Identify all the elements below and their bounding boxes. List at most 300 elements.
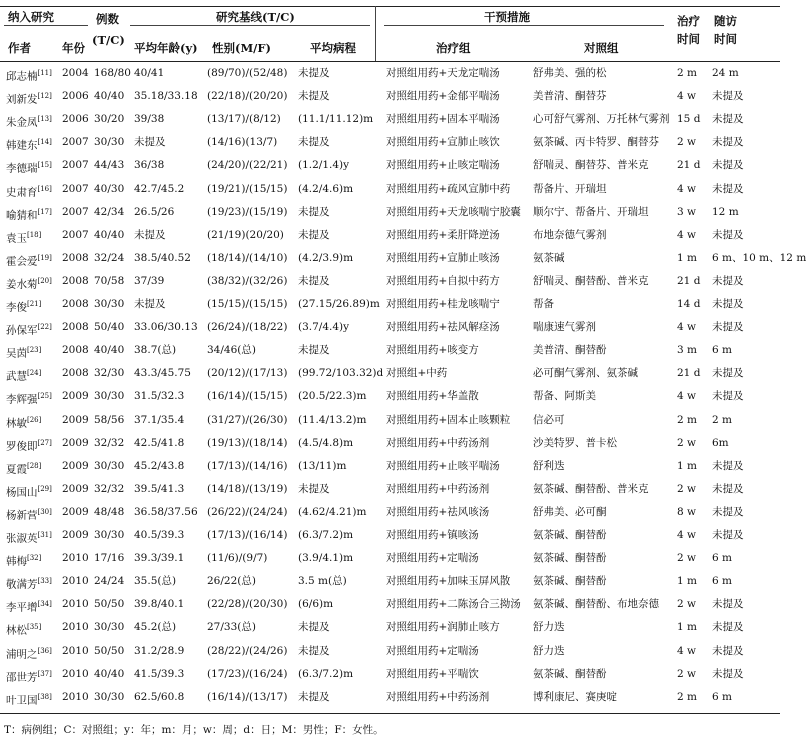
- header-included-studies: 纳入研究: [8, 10, 54, 24]
- cell-time: 1 m: [677, 621, 697, 634]
- reference-number: [38]: [37, 692, 52, 701]
- reference-number: [34]: [37, 600, 52, 609]
- header-control-group: 对照组: [584, 41, 619, 55]
- reference-number: [32]: [27, 554, 42, 563]
- cell-cases: 30/30: [94, 529, 125, 541]
- included-studies-underline: [4, 25, 88, 26]
- cell-cases: 58/56: [94, 413, 125, 426]
- cell-cases: 40/40: [94, 90, 125, 103]
- cell-course: 3.5 m(总): [298, 575, 347, 588]
- cell-control: 舒利迭: [533, 459, 565, 472]
- cell-author: [6, 597, 52, 615]
- cell-cases: 50/40: [94, 321, 125, 334]
- cell-age: 33.06/30.13: [134, 321, 198, 334]
- cell-age: 39.8/40.1: [134, 598, 185, 611]
- cell-year: 2009: [62, 505, 89, 518]
- cell-author: [6, 620, 41, 638]
- cell-sex: (19/13)/(18/14): [207, 436, 288, 449]
- reference-number: [20]: [37, 276, 52, 285]
- cell-year: 2010: [62, 621, 89, 634]
- cell-control: 氨茶碱、丙卡特罗、酮替芬: [533, 136, 659, 149]
- cell-author: [6, 436, 52, 454]
- cell-author: [6, 551, 41, 569]
- cell-year: 2007: [62, 182, 89, 195]
- cell-followup: 未提及: [712, 136, 744, 149]
- cell-sex: (89/70)/(52/48): [207, 67, 288, 79]
- cell-control: 沙美特罗、普卡松: [533, 436, 617, 449]
- cell-treat: 对照组用药+宣肺止咳汤: [386, 251, 500, 264]
- cell-cases: 168/80: [94, 67, 131, 79]
- cell-control: 布地奈德气雾剂: [533, 228, 607, 241]
- cell-followup: 6 m: [712, 344, 732, 357]
- cell-sex: (22/18)/(20/20): [207, 90, 288, 103]
- cell-age: 38.5/40.52: [134, 251, 191, 264]
- cell-time: 14 d: [677, 298, 701, 310]
- cell-age: 未提及: [134, 136, 166, 149]
- cell-course: (3.9/4.1)m: [298, 552, 354, 565]
- cell-treat: 对照组用药+柔肝降逆汤: [386, 228, 500, 241]
- cell-control: 博利康尼、赛庚啶: [533, 690, 617, 703]
- cell-cases: 24/24: [94, 575, 125, 588]
- cell-cases: 32/32: [94, 482, 125, 495]
- cell-time: 3 w: [677, 205, 697, 218]
- cell-sex: (38/32)/(32/26): [207, 274, 288, 287]
- cell-year: 2010: [62, 552, 89, 565]
- cell-cases: 30/30: [94, 390, 125, 403]
- reference-number: [15]: [37, 161, 52, 170]
- cell-author: [6, 505, 52, 523]
- author-name: 史肃育: [6, 186, 38, 198]
- cell-year: 2006: [62, 113, 89, 126]
- cell-course: 未提及: [298, 228, 330, 241]
- cell-age: 35.18/33.18: [134, 90, 198, 103]
- cell-author: [6, 389, 52, 407]
- cell-control: 氨茶碱、酮替酚: [533, 667, 607, 680]
- cell-cases: 32/32: [94, 436, 125, 449]
- cell-author: [6, 228, 41, 246]
- cell-treat: 对照组用药+固本平喘汤: [386, 113, 500, 126]
- reference-number: [12]: [37, 92, 52, 101]
- table-bottom-rule: [0, 713, 780, 714]
- cell-age: 36.58/37.56: [134, 505, 198, 518]
- reference-number: [13]: [37, 115, 52, 124]
- cell-time: 2 w: [677, 552, 697, 565]
- reference-number: [21]: [27, 300, 42, 308]
- cell-treat: 对照组用药+自拟中药方: [386, 274, 500, 287]
- cell-control: 舒弗美、必可酮: [533, 505, 607, 518]
- cell-followup: 未提及: [712, 228, 744, 241]
- cell-sex: (22/28)/(20/30): [207, 598, 288, 611]
- cell-followup: 6 m、10 m、12 m: [712, 251, 806, 264]
- cell-course: 未提及: [298, 482, 330, 495]
- cell-followup: 未提及: [712, 482, 744, 495]
- cell-course: 未提及: [298, 621, 330, 634]
- cell-course: (6/6)m: [298, 598, 334, 611]
- cell-treat: 对照组用药+中药汤剂: [386, 436, 490, 449]
- cell-year: 2010: [62, 575, 89, 588]
- reference-number: [11]: [37, 69, 52, 77]
- cell-course: 未提及: [298, 690, 330, 703]
- cell-treat: 对照组用药+止咳平喘汤: [386, 459, 500, 472]
- cell-sex: (17/13)/(16/14): [207, 529, 288, 541]
- reference-number: [36]: [37, 646, 52, 655]
- author-name: 杨新营: [6, 509, 38, 522]
- cell-followup: 未提及: [712, 274, 744, 287]
- cell-time: 4 w: [677, 90, 697, 103]
- cell-course: 未提及: [298, 136, 330, 149]
- cell-year: 2010: [62, 598, 89, 611]
- cell-year: 2010: [62, 667, 89, 680]
- reference-number: [25]: [37, 392, 52, 401]
- cell-time: 4 w: [677, 182, 697, 195]
- cell-year: 2009: [62, 529, 89, 541]
- cell-control: 舒力迭: [533, 644, 565, 657]
- cell-time: 21 d: [677, 274, 701, 287]
- cell-age: 45.2/43.8: [134, 459, 185, 472]
- cell-sex: (19/23)/(15/19): [207, 205, 288, 218]
- cell-time: 1 m: [677, 459, 697, 472]
- cell-year: 2009: [62, 413, 89, 426]
- reference-number: [33]: [37, 577, 52, 586]
- header-baseline: 研究基线(T/C): [216, 10, 295, 24]
- cell-author: [6, 644, 52, 662]
- cell-course: (11.4/13.2)m: [298, 413, 367, 426]
- cell-course: (4.2/3.9)m: [298, 251, 354, 264]
- cell-treat: 对照组用药+定喘汤: [386, 552, 479, 565]
- cell-year: 2010: [62, 690, 89, 703]
- reference-number: [27]: [37, 438, 52, 447]
- cell-age: 未提及: [134, 228, 166, 241]
- cell-treat: 对照组用药+桂龙咳喘宁: [386, 298, 500, 310]
- cell-sex: (16/14)/(15/15): [207, 390, 288, 403]
- table-footnote: T：病例组；C：对照组；y：年；m：月；w：周；d：日；M：男性；F：女性。: [4, 724, 384, 736]
- cell-author: [6, 158, 52, 176]
- cell-treat: 对照组用药+天龙定喘汤: [386, 67, 500, 79]
- cell-course: (6.3/7.2)m: [298, 529, 354, 541]
- reference-number: [14]: [37, 138, 52, 147]
- cell-age: 39/38: [134, 113, 165, 126]
- cell-course: 未提及: [298, 344, 330, 357]
- cell-control: 氨茶碱: [533, 251, 565, 264]
- cell-year: 2006: [62, 90, 89, 103]
- cell-author: [6, 413, 41, 431]
- cell-followup: 6 m: [712, 690, 732, 703]
- cell-followup: 未提及: [712, 298, 744, 310]
- cell-course: (4.62/4.21)m: [298, 505, 367, 518]
- cell-time: 2 w: [677, 136, 697, 149]
- cell-followup: 未提及: [712, 667, 744, 680]
- cell-age: 43.3/45.75: [134, 367, 191, 380]
- cell-time: 2 w: [677, 667, 697, 680]
- cell-course: (6.3/7.2)m: [298, 667, 354, 680]
- cell-followup: 未提及: [712, 90, 744, 103]
- cell-age: 39.5/41.3: [134, 482, 185, 495]
- cell-time: 8 w: [677, 505, 697, 518]
- cell-age: 31.2/28.9: [134, 644, 185, 657]
- cell-course: (1.2/1.4)y: [298, 159, 350, 172]
- cell-author: [6, 112, 52, 130]
- author-name: 敬满芳: [6, 578, 38, 591]
- cell-age: 42.7/45.2: [134, 182, 185, 195]
- cell-control: 氨茶碱、酮替酚、普米克: [533, 482, 649, 495]
- cell-course: 未提及: [298, 90, 330, 103]
- cell-sex: (26/24)/(18/22): [207, 321, 288, 334]
- cell-author: [6, 574, 52, 592]
- cell-treat: 对照组用药+祛风咳汤: [386, 505, 490, 518]
- author-name: 张淑英: [6, 532, 38, 545]
- reference-number: [37]: [37, 669, 52, 678]
- cell-sex: 27/33(总): [207, 621, 256, 634]
- cell-followup: 未提及: [712, 321, 744, 334]
- author-name: 李平增: [6, 601, 38, 614]
- cell-year: 2008: [62, 321, 89, 334]
- header-intervention: 干预措施: [484, 10, 530, 24]
- cell-author: [6, 320, 52, 338]
- cell-year: 2008: [62, 344, 89, 357]
- cell-followup: 6 m: [712, 552, 732, 565]
- cell-sex: (13/17)/(8/12): [207, 113, 281, 126]
- cell-followup: 未提及: [712, 598, 744, 611]
- author-name: 韩梅: [6, 555, 27, 568]
- cell-author: [6, 459, 41, 477]
- author-name: 韩建东: [6, 139, 38, 152]
- cell-control: 顺尔宁、帮备片、开瑞坦: [533, 205, 649, 218]
- header-year: 年份: [62, 41, 85, 55]
- cell-time: 4 w: [677, 644, 697, 657]
- cell-followup: 未提及: [712, 182, 744, 195]
- cell-treat: 对照组用药+金郁平喘汤: [386, 90, 500, 103]
- cell-treat: 对照组用药+天龙咳喘宁胶囊: [386, 205, 521, 218]
- cell-cases: 32/24: [94, 251, 125, 264]
- cell-cases: 50/50: [94, 598, 125, 611]
- cell-age: 40.5/39.3: [134, 529, 185, 541]
- cell-age: 37.1/35.4: [134, 413, 185, 426]
- cell-cases: 30/30: [94, 621, 125, 634]
- cell-control: 必可酮气雾剂、氨茶碱: [533, 367, 638, 380]
- cell-cases: 70/58: [94, 274, 125, 287]
- cell-course: (11.1/11.12)m: [298, 113, 374, 126]
- intervention-underline: [384, 25, 664, 26]
- cell-cases: 30/30: [94, 459, 125, 472]
- cell-year: 2009: [62, 436, 89, 449]
- cell-year: 2010: [62, 644, 89, 657]
- cell-time: 4 w: [677, 321, 697, 334]
- cell-age: 35.5(总): [134, 575, 177, 588]
- cell-cases: 44/43: [94, 159, 125, 172]
- cell-year: 2007: [62, 228, 89, 241]
- cell-author: [6, 690, 52, 708]
- cell-course: (3.7/4.4)y: [298, 321, 350, 334]
- cell-cases: 48/48: [94, 505, 125, 518]
- cell-author: [6, 528, 52, 546]
- cell-course: 未提及: [298, 644, 330, 657]
- header-mean-age: 平均年龄(y): [134, 41, 198, 55]
- author-name: 邱志楠: [6, 70, 38, 83]
- reference-number: [18]: [27, 230, 42, 239]
- cell-followup: 12 m: [712, 205, 739, 218]
- cell-age: 31.5/32.3: [134, 390, 185, 403]
- cell-control: 舒喘灵、酮替酚、普米克: [533, 274, 649, 287]
- header-treatment-time-1: 治疗: [677, 14, 700, 28]
- reference-number: [29]: [37, 484, 52, 493]
- cell-cases: 30/30: [94, 690, 125, 703]
- author-name: 罗俊即: [6, 440, 38, 453]
- cell-treat: 对照组用药+定喘汤: [386, 644, 479, 657]
- cell-year: 2008: [62, 367, 89, 380]
- cell-course: (13/11)m: [298, 459, 347, 472]
- author-name: 李辉强: [6, 393, 38, 406]
- cell-control: 舒弗美、强的松: [533, 67, 607, 79]
- cell-time: 21 d: [677, 159, 701, 172]
- reference-number: [23]: [27, 346, 42, 355]
- cell-control: 喘康速气雾剂: [533, 321, 596, 334]
- cell-control: 氨茶碱、酮替酚: [533, 575, 607, 588]
- header-divider: [375, 6, 376, 61]
- cell-cases: 17/16: [94, 552, 125, 565]
- cell-year: 2009: [62, 390, 89, 403]
- cell-cases: 40/30: [94, 182, 125, 195]
- header-cases-unit: (T/C): [92, 33, 125, 47]
- author-name: 杨国山: [6, 486, 38, 499]
- cell-course: (27.15/26.89)m: [298, 298, 380, 310]
- cell-treat: 对照组用药+咳变方: [386, 344, 479, 357]
- cell-age: 未提及: [134, 298, 166, 310]
- cell-year: 2007: [62, 159, 89, 172]
- cell-year: 2008: [62, 298, 89, 310]
- cell-sex: (14/16)(13/7): [207, 136, 278, 149]
- cell-age: 40/41: [134, 67, 165, 79]
- cell-time: 1 m: [677, 575, 697, 588]
- cell-cases: 32/30: [94, 367, 125, 380]
- cell-followup: 6m: [712, 436, 729, 449]
- cell-year: 2009: [62, 459, 89, 472]
- cell-time: 1 m: [677, 251, 697, 264]
- cell-treat: 对照组用药+润肺止咳方: [386, 621, 500, 634]
- cell-sex: 26/22(总): [207, 575, 256, 588]
- cell-sex: 34/46(总): [207, 344, 256, 357]
- header-cases: 例数: [96, 12, 119, 26]
- author-name: 林松: [6, 624, 27, 637]
- cell-followup: 未提及: [712, 159, 744, 172]
- cell-control: 氨茶碱、酮替酚: [533, 529, 607, 541]
- cell-time: 3 m: [677, 344, 697, 357]
- cell-cases: 30/20: [94, 113, 125, 126]
- cell-age: 42.5/41.8: [134, 436, 185, 449]
- cell-time: 2 w: [677, 436, 697, 449]
- cell-age: 38.7(总): [134, 344, 177, 357]
- reference-number: [30]: [37, 507, 52, 516]
- cell-author: [6, 182, 52, 200]
- reference-number: [26]: [27, 415, 42, 424]
- reference-number: [28]: [27, 461, 42, 470]
- cell-author: [6, 135, 52, 153]
- cell-age: 36/38: [134, 159, 165, 172]
- cell-control: 信必可: [533, 413, 565, 426]
- cell-cases: 40/40: [94, 667, 125, 680]
- author-name: 姜水菊: [6, 278, 38, 291]
- table-top-rule: [0, 6, 780, 7]
- cell-sex: (28/22)/(24/26): [207, 644, 288, 657]
- reference-number: [17]: [37, 207, 52, 216]
- cell-sex: (17/23)/(16/24): [207, 667, 288, 680]
- cell-author: [6, 66, 52, 84]
- cell-cases: 42/34: [94, 205, 125, 218]
- cell-cases: 30/30: [94, 136, 125, 149]
- cell-sex: (11/6)/(9/7): [207, 552, 268, 565]
- cell-author: [6, 297, 41, 315]
- author-name: 袁玉: [6, 232, 27, 245]
- cell-treat: 对照组用药+镇咳汤: [386, 529, 479, 541]
- cell-followup: 6 m: [712, 575, 732, 588]
- cell-sex: (26/22)/(24/24): [207, 505, 288, 518]
- cell-time: 2 m: [677, 67, 697, 79]
- cell-sex: (16/14)/(13/17): [207, 690, 288, 703]
- author-name: 叶卫国: [6, 694, 38, 707]
- cell-treat: 对照组用药+中药汤剂: [386, 482, 490, 495]
- author-name: 武慧: [6, 370, 27, 383]
- cell-followup: 未提及: [712, 367, 744, 380]
- cell-year: 2007: [62, 136, 89, 149]
- cell-age: 37/39: [134, 274, 165, 287]
- baseline-underline: [130, 25, 370, 26]
- cell-followup: 24 m: [712, 67, 739, 79]
- author-name: 夏霞: [6, 463, 27, 476]
- cell-sex: (14/18)/(13/19): [207, 482, 288, 495]
- author-name: 李德瑞: [6, 162, 38, 175]
- cell-treat: 对照组用药+华盖散: [386, 390, 479, 403]
- cell-course: (99.72/103.32)d: [298, 367, 384, 380]
- cell-year: 2004: [62, 67, 89, 79]
- cell-control: 舒力迭: [533, 621, 565, 634]
- cell-control: 舒喘灵、酮替芬、普米克: [533, 159, 649, 172]
- cell-cases: 30/30: [94, 298, 125, 310]
- author-name: 孙保军: [6, 324, 38, 337]
- cell-time: 15 d: [677, 113, 701, 126]
- cell-author: [6, 667, 52, 685]
- cell-time: 4 w: [677, 228, 697, 241]
- cell-time: 2 w: [677, 482, 697, 495]
- cell-time: 2 w: [677, 598, 697, 611]
- author-name: 浦明之: [6, 648, 38, 660]
- header-mean-course: 平均病程: [310, 41, 356, 55]
- author-name: 朱金凤: [6, 116, 38, 129]
- cell-treat: 对照组用药+平喘饮: [386, 667, 479, 680]
- cell-course: 未提及: [298, 274, 330, 287]
- author-name: 邵世芳: [6, 671, 38, 684]
- cell-sex: (15/15)/(15/15): [207, 298, 288, 310]
- cell-cases: 40/40: [94, 228, 125, 241]
- cell-time: 2 m: [677, 413, 697, 426]
- cell-time: 4 w: [677, 390, 697, 403]
- cell-followup: 未提及: [712, 113, 744, 126]
- author-name: 霍会爱: [6, 255, 38, 268]
- reference-number: [16]: [37, 184, 52, 193]
- cell-course: 未提及: [298, 67, 330, 79]
- cell-author: [6, 205, 52, 223]
- cell-control: 帮备、阿斯美: [533, 390, 596, 403]
- cell-time: 21 d: [677, 367, 701, 380]
- author-name: 林敏: [6, 417, 27, 429]
- cell-followup: 未提及: [712, 529, 744, 541]
- header-followup-time-2: 时间: [714, 32, 737, 46]
- cell-time: 2 m: [677, 690, 697, 703]
- author-name: 刘新发: [6, 93, 38, 106]
- cell-control: 帮备: [533, 298, 554, 310]
- cell-treat: 对照组用药+固本止咳颗粒: [386, 413, 511, 426]
- reference-number: [22]: [37, 323, 52, 332]
- reference-number: [24]: [27, 369, 42, 378]
- author-name: 喻猜和: [6, 209, 38, 222]
